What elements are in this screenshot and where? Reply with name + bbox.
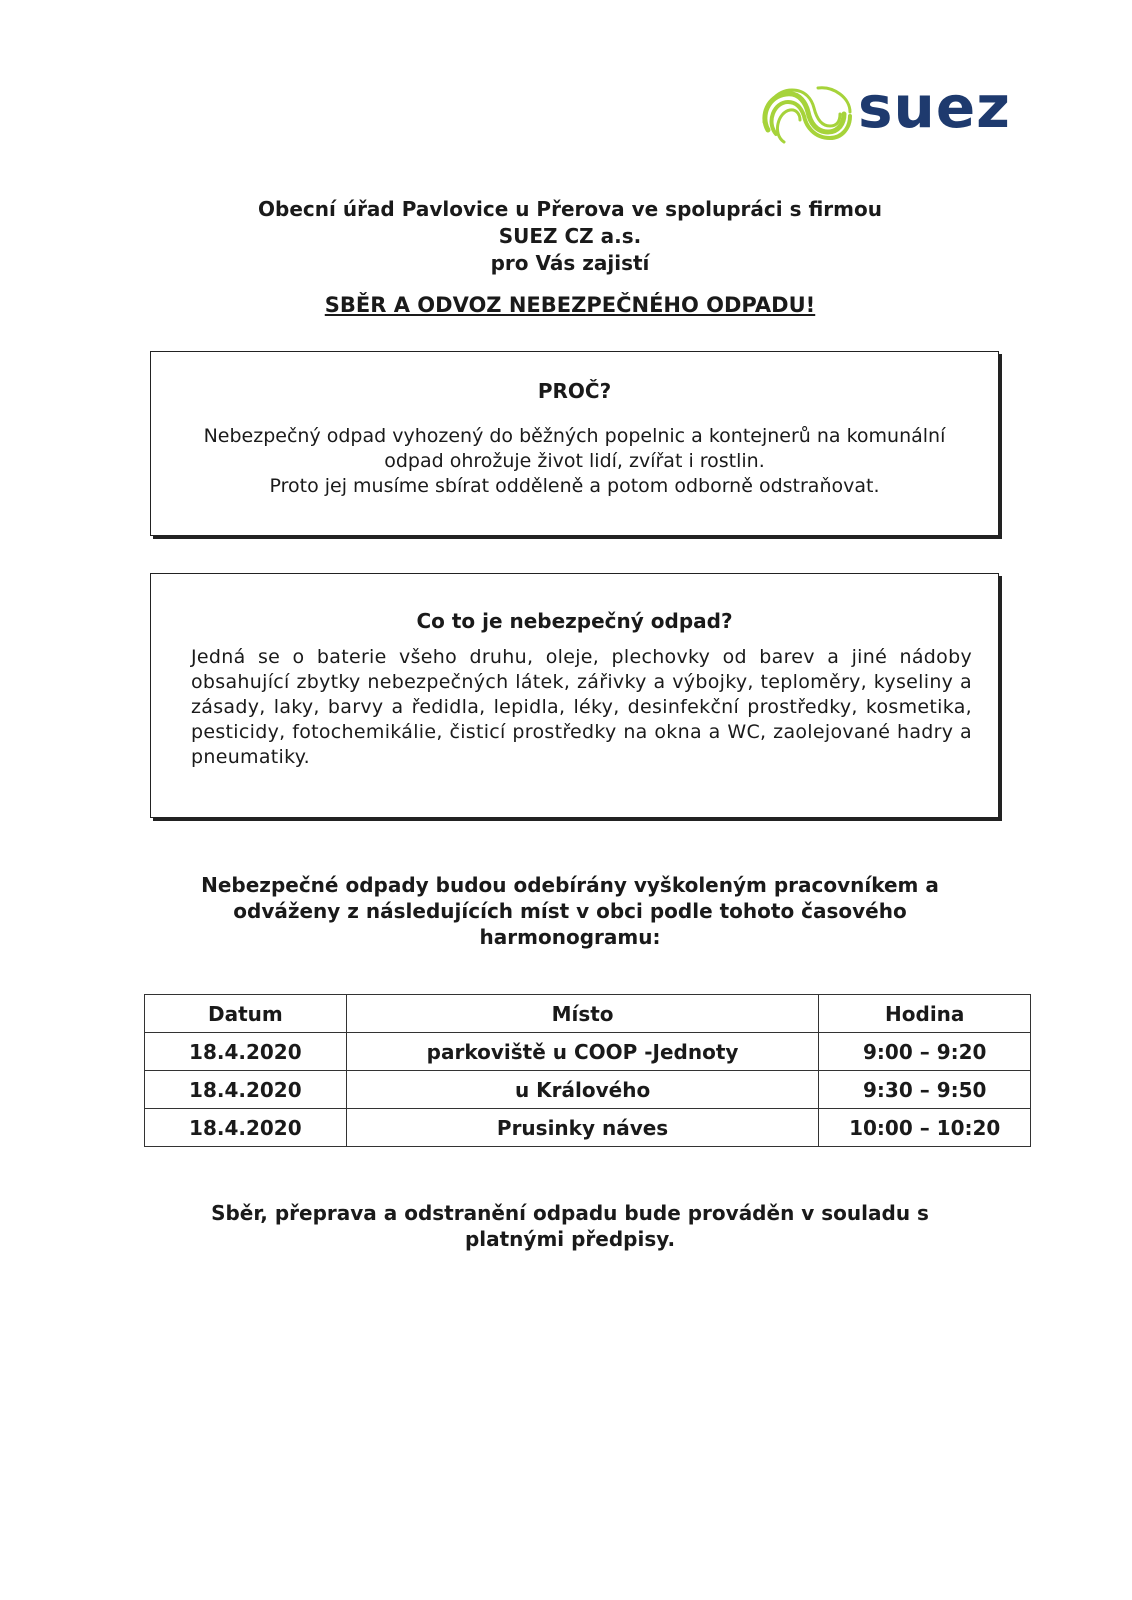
schedule-intro bbox=[160, 872, 980, 950]
why-box-text bbox=[151, 424, 998, 499]
what-box-text: Jedná se o baterie všeho druhu, oleje, plechovky od barev a jiné nádoby obsahující zbytky nebezpečných látek, zářivky a výbojky, teploměry, kyseliny a zásady, laky, barvy a ředidla, lepidla, léky, desinfekční prostředky, kosmetika, pesticidy, fotochemikálie, čisticí prostředky na okna a WC, zaolejované hadry a pneumatiky. bbox=[191, 646, 972, 768]
row-date: 18.4.2020 bbox=[145, 1033, 347, 1071]
header-date: Datum bbox=[145, 995, 347, 1033]
row-time: 10:00 – 10:20 bbox=[819, 1109, 1031, 1147]
intro-block bbox=[160, 196, 980, 277]
schedule-intro-line-1: Nebezpečné odpady budou odebírány vyškoleným pracovníkem a bbox=[201, 873, 939, 897]
row-time: 9:30 – 9:50 bbox=[819, 1071, 1031, 1109]
header-time: Hodina bbox=[819, 995, 1031, 1033]
row-place: parkoviště u COOP -Jednoty bbox=[346, 1033, 819, 1071]
why-box-line-2: odpad ohrožuje život lidí, zvířat i rostlin. bbox=[384, 450, 765, 472]
intro-line-1: Obecní úřad Pavlovice u Přerova ve spolupráci s firmou bbox=[258, 197, 882, 221]
schedule-intro-line-2: odváženy z následujících míst v obci podle tohoto časového bbox=[233, 899, 907, 923]
closing-line-2: platnými předpisy. bbox=[464, 1227, 676, 1251]
why-box-line-3: Proto jej musíme sbírat odděleně a potom odborně odstraňovat. bbox=[269, 475, 880, 497]
suez-logo bbox=[758, 73, 1011, 152]
schedule-header-row bbox=[145, 995, 1031, 1033]
what-box-title: Co to je nebezpečný odpad? bbox=[416, 609, 733, 633]
suez-logo-text: suez bbox=[858, 73, 1011, 141]
why-box bbox=[150, 351, 999, 536]
suez-wave-logo-icon bbox=[758, 82, 854, 152]
header-place: Místo bbox=[346, 995, 819, 1033]
row-time: 9:00 – 9:20 bbox=[819, 1033, 1031, 1071]
closing-note bbox=[160, 1200, 980, 1252]
closing-line-1: Sběr, přeprava a odstranění odpadu bude prováděn v souladu s bbox=[211, 1201, 929, 1225]
page-headline: SBĚR A ODVOZ NEBEZPEČNÉHO ODPADU! bbox=[324, 293, 816, 317]
intro-line-3: pro Vás zajistí bbox=[490, 251, 650, 275]
why-box-title: PROČ? bbox=[537, 379, 612, 403]
table-row bbox=[145, 1109, 1031, 1147]
schedule-intro-line-3: harmonogramu: bbox=[479, 925, 661, 949]
why-box-line-1: Nebezpečný odpad vyhozený do běžných popelnic a kontejnerů na komunální bbox=[203, 425, 946, 447]
what-box bbox=[150, 573, 999, 818]
schedule-table bbox=[144, 994, 1031, 1147]
table-row bbox=[145, 1071, 1031, 1109]
row-place: u Králového bbox=[346, 1071, 819, 1109]
row-date: 18.4.2020 bbox=[145, 1109, 347, 1147]
row-place: Prusinky náves bbox=[346, 1109, 819, 1147]
table-row bbox=[145, 1033, 1031, 1071]
intro-line-2: SUEZ CZ a.s. bbox=[498, 224, 642, 248]
row-date: 18.4.2020 bbox=[145, 1071, 347, 1109]
